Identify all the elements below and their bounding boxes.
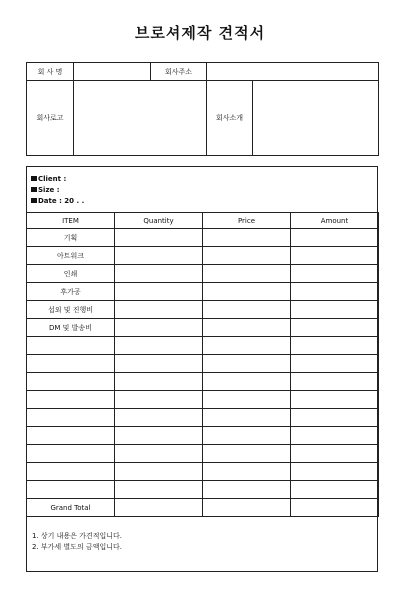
date-line [31, 196, 84, 207]
quantity-cell[interactable] [115, 409, 203, 427]
table-row [27, 481, 379, 499]
price-cell[interactable] [203, 319, 291, 337]
quantity-cell[interactable] [115, 373, 203, 391]
item-name-cell: DM 및 발송비 [27, 319, 115, 337]
table-row [27, 247, 379, 265]
item-name-cell [27, 355, 115, 373]
table-row [27, 463, 379, 481]
quantity-cell[interactable] [115, 427, 203, 445]
table-header-row [27, 213, 379, 229]
company-name-label: 회 사 명 [27, 63, 74, 81]
quantity-cell[interactable] [115, 499, 203, 517]
grand-total-label: Grand Total [27, 499, 115, 517]
note-2: 2. 부가세 별도의 금액입니다. [32, 543, 122, 551]
table-row [27, 229, 379, 247]
price-cell[interactable] [203, 481, 291, 499]
price-cell[interactable] [203, 391, 291, 409]
bullet-square-icon [31, 187, 37, 192]
price-cell[interactable] [203, 247, 291, 265]
quantity-cell[interactable] [115, 391, 203, 409]
column-header: Quantity [115, 213, 203, 229]
quantity-cell[interactable] [115, 337, 203, 355]
price-cell[interactable] [203, 229, 291, 247]
price-cell[interactable] [203, 427, 291, 445]
quantity-cell[interactable] [115, 463, 203, 481]
grand-total-row [27, 499, 379, 517]
quantity-cell[interactable] [115, 283, 203, 301]
amount-cell[interactable] [291, 283, 379, 301]
quantity-cell[interactable] [115, 481, 203, 499]
quantity-cell[interactable] [115, 301, 203, 319]
table-row [27, 319, 379, 337]
items-table [26, 212, 379, 517]
bullet-square-icon [31, 176, 37, 181]
item-name-cell: 인쇄 [27, 265, 115, 283]
company-info-table [26, 62, 379, 156]
item-name-cell [27, 427, 115, 445]
client-label: Client : [38, 175, 67, 183]
amount-cell[interactable] [291, 229, 379, 247]
table-row [27, 337, 379, 355]
price-cell[interactable] [203, 355, 291, 373]
size-label: Size : [38, 186, 60, 194]
quote-info [31, 174, 84, 207]
company-intro-field[interactable] [253, 81, 379, 156]
item-name-cell: 후가공 [27, 283, 115, 301]
table-row [27, 301, 379, 319]
price-cell[interactable] [203, 337, 291, 355]
item-name-cell [27, 463, 115, 481]
table-row [27, 409, 379, 427]
amount-cell[interactable] [291, 337, 379, 355]
company-address-label: 회사주소 [151, 63, 207, 81]
item-name-cell: 섭외 및 진행비 [27, 301, 115, 319]
table-row [27, 283, 379, 301]
item-name-cell [27, 337, 115, 355]
note-1: 1. 상기 내용은 가견적입니다. [32, 532, 122, 540]
price-cell[interactable] [203, 445, 291, 463]
item-name-cell [27, 481, 115, 499]
table-row [27, 427, 379, 445]
amount-cell[interactable] [291, 265, 379, 283]
item-name-cell [27, 373, 115, 391]
item-name-cell: 기획 [27, 229, 115, 247]
amount-cell[interactable] [291, 391, 379, 409]
amount-cell[interactable] [291, 247, 379, 265]
client-line [31, 174, 84, 185]
amount-cell[interactable] [291, 409, 379, 427]
amount-cell[interactable] [291, 355, 379, 373]
table-row [27, 265, 379, 283]
amount-cell[interactable] [291, 481, 379, 499]
company-address-field[interactable] [207, 63, 379, 81]
item-name-cell [27, 409, 115, 427]
price-cell[interactable] [203, 499, 291, 517]
column-header: Price [203, 213, 291, 229]
price-cell[interactable] [203, 265, 291, 283]
price-cell[interactable] [203, 409, 291, 427]
quantity-cell[interactable] [115, 247, 203, 265]
amount-cell[interactable] [291, 499, 379, 517]
table-row [27, 373, 379, 391]
amount-cell[interactable] [291, 463, 379, 481]
amount-cell[interactable] [291, 373, 379, 391]
price-cell[interactable] [203, 301, 291, 319]
column-header: Amount [291, 213, 379, 229]
quantity-cell[interactable] [115, 319, 203, 337]
amount-cell[interactable] [291, 301, 379, 319]
table-row [27, 445, 379, 463]
item-name-cell [27, 391, 115, 409]
company-logo-label: 회사로고 [27, 81, 74, 156]
notes [32, 531, 122, 553]
column-header: ITEM [27, 213, 115, 229]
amount-cell[interactable] [291, 427, 379, 445]
quantity-cell[interactable] [115, 445, 203, 463]
item-name-cell [27, 445, 115, 463]
size-line [31, 185, 84, 196]
quantity-cell[interactable] [115, 265, 203, 283]
table-row [27, 355, 379, 373]
table-row [27, 391, 379, 409]
price-cell[interactable] [203, 463, 291, 481]
amount-cell[interactable] [291, 319, 379, 337]
quote-section [26, 166, 378, 572]
quantity-cell[interactable] [115, 355, 203, 373]
document-title: 브로셔제작 견적서 [134, 24, 266, 42]
company-intro-label: 회사소개 [207, 81, 253, 156]
bullet-square-icon [31, 198, 37, 203]
item-name-cell: 아트워크 [27, 247, 115, 265]
date-label: Date : 20 . . [38, 197, 85, 205]
quantity-cell[interactable] [115, 229, 203, 247]
amount-cell[interactable] [291, 445, 379, 463]
company-name-field[interactable] [74, 63, 151, 81]
price-cell[interactable] [203, 373, 291, 391]
price-cell[interactable] [203, 283, 291, 301]
company-logo-field[interactable] [74, 81, 207, 156]
